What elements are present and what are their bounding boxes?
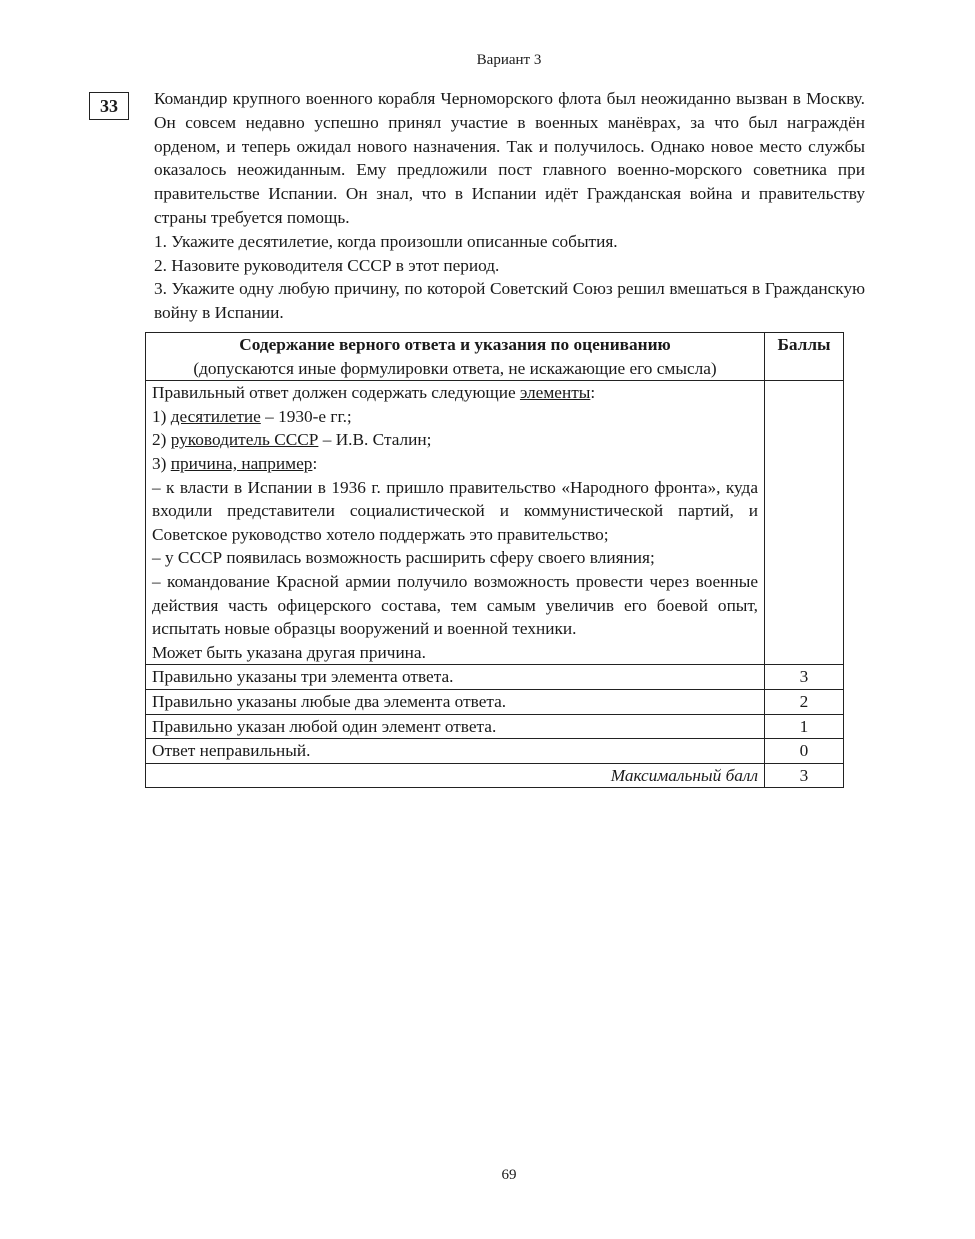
element-1-term: десятилетие (170, 406, 261, 426)
table-header-cell (146, 333, 765, 381)
page-number: 69 (501, 1167, 517, 1183)
task-text (154, 87, 865, 325)
scoring-row (146, 739, 844, 764)
scoring-criterion: Правильно указаны любые два элемента ответа. (146, 689, 765, 714)
scoring-score: 0 (765, 739, 844, 764)
max-score-value: 3 (765, 763, 844, 788)
task-questions (154, 230, 865, 325)
answer-element-3 (152, 452, 758, 476)
max-score-label: Максимальный балл (146, 763, 765, 788)
answer-intro-term: элементы (519, 383, 591, 403)
answer-content-score-cell (765, 381, 844, 665)
element-3-num: 3) (152, 453, 171, 473)
reason-2: – у СССР появилась возможность расширить сферу своего влияния; (152, 548, 655, 568)
scoring-criterion: Правильно указан любой один элемент ответа. (146, 714, 765, 739)
answer-intro (152, 381, 758, 405)
answer-intro-suffix: : (590, 383, 596, 403)
reason-1: – к власти в Испании в 1936 г. пришло правительство «Народного фронта», куда входили представители социалистической и коммунистической партий, и Советское руководство хотело поддержать это правительство; (152, 477, 758, 544)
question-3: 3. Укажите одну любую причину, по которой Советский Союз решил вмешаться в Гражданскую войну в Испании. (154, 279, 865, 323)
element-2-value: – И.В. Сталин; (318, 430, 432, 450)
task-paragraph: Командир крупного военного корабля Черноморского флота был неожиданно вызван в Москву. Он совсем недавно успешно принял участие в военных манёврах, за что был награждён орденом, и теперь ожидал нового назначения. Так и получилось. Однако новое место службы оказалось неожиданным. Ему предложили пост главного военно-морского советника при правительстве Испании. Он знал, что в Испании идёт Гражданская война и правительству страны требуется помощь. (154, 89, 865, 227)
scoring-criterion: Правильно указаны три элемента ответа. (146, 665, 765, 690)
criteria-table (145, 332, 844, 788)
element-2-num: 2) (152, 430, 171, 450)
score-column-header: Баллы (765, 333, 844, 381)
table-header-row (146, 333, 844, 381)
scoring-criterion: Ответ неправильный. (146, 739, 765, 764)
element-1-num: 1) (152, 406, 171, 426)
answer-content-cell (146, 381, 765, 665)
scoring-score: 3 (765, 665, 844, 690)
element-3-suffix: : (312, 453, 318, 473)
question-2: 2. Назовите руководителя СССР в этот период. (154, 255, 500, 275)
task-number-box: 33 (89, 92, 129, 120)
max-score-row (146, 763, 844, 788)
element-1-value: – 1930-е гг.; (260, 406, 352, 426)
element-2-term: руководитель СССР (170, 430, 319, 450)
question-1: 1. Укажите десятилетие, когда произошли описанные события. (154, 231, 618, 251)
scoring-row (146, 689, 844, 714)
table-header-subtitle: (допускаются иные формулировки ответа, не искажающие его смысла) (193, 358, 717, 378)
other-reason-note: Может быть указана другая причина. (152, 642, 426, 662)
answer-intro-prefix: Правильный ответ должен содержать следующие (152, 383, 520, 403)
reason-3: – командование Красной армии получило возможность провести через военные действия часть офицерского состава, тем самым увеличив его боевой опыт, испытать новые образцы вооружений и военной техники. (152, 571, 758, 639)
scoring-score: 2 (765, 689, 844, 714)
answer-element-2 (152, 428, 758, 452)
scoring-row (146, 714, 844, 739)
element-3-term: причина, например (170, 453, 313, 473)
table-header-title: Содержание верного ответа и указания по оцениванию (239, 335, 671, 354)
answer-content-row (146, 381, 844, 665)
page-header-variant: Вариант 3 (476, 52, 542, 68)
answer-element-1 (152, 405, 758, 429)
scoring-row (146, 665, 844, 690)
scoring-score: 1 (765, 714, 844, 739)
